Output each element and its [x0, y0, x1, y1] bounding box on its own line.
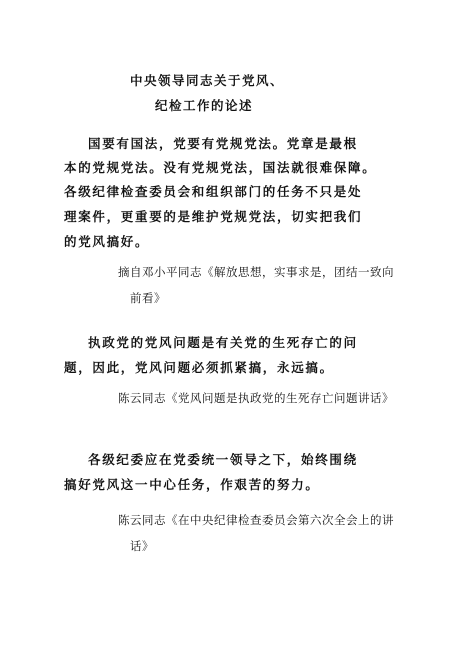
document-title-line-1: 中央领导同志关于党风、: [130, 73, 285, 88]
section-1-line-4: 理案件，更重要的是维护党规党法，切实把我们: [64, 209, 363, 224]
section-3-line-2: 搞好党风这一中心任务，作艰苦的努力。: [64, 477, 320, 492]
section-1-line-5: 的党风搞好。: [64, 234, 150, 249]
section-3-source-line-1: 陈云同志《在中央纪律检查委员会第六次全会上的讲: [118, 513, 394, 527]
section-3-source-line-2: 话》: [130, 539, 154, 553]
section-1-source-line-2: 前看》: [130, 291, 166, 305]
section-1-line-3: 各级纪律检查委员会和组织部门的任务不只是处: [64, 184, 363, 199]
section-3-line-1: 各级纪委应在党委统一领导之下，始终围绕: [88, 452, 358, 467]
section-1-line-2: 本的党规党法。没有党规党法，国法就很难保障。: [64, 160, 377, 175]
section-1-source-line-1: 摘自邓小平同志《解放思想，实事求是，团结一致向: [118, 265, 394, 279]
document-title-line-2: 纪检工作的论述: [155, 98, 254, 113]
section-1-line-1: 国要有国法，党要有党规党法。党章是最根: [88, 136, 358, 151]
section-2-line-1: 执政党的党风问题是有关党的生死存亡的问: [88, 335, 358, 350]
section-2-line-2: 题，因此，党风问题必须抓紧搞，永远搞。: [64, 360, 334, 375]
section-2-source-line-1: 陈云同志《党风问题是执政党的生死存亡问题讲话》: [118, 391, 394, 405]
